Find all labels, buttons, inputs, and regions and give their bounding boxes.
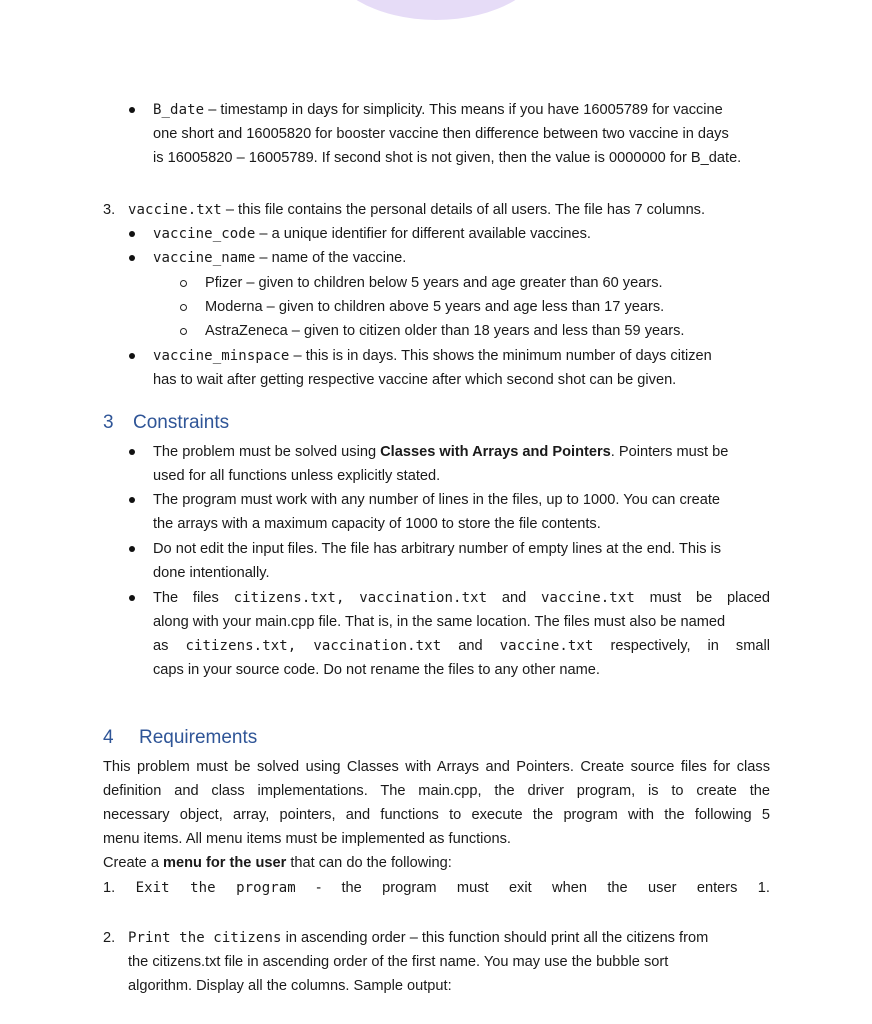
vaccine-code-term: vaccine_code xyxy=(153,226,256,242)
bullet-icon xyxy=(129,231,135,237)
decorative-shape xyxy=(326,0,546,20)
bullet-icon xyxy=(129,497,135,503)
vaccine-type-astrazeneca: AstraZeneca – given to citizen older than 18 years and less than 59 years. xyxy=(205,323,685,339)
requirements-para-line-2: definition and class implementations. The main.cpp, the driver program, is to create the xyxy=(103,783,770,799)
constraint-1-line-1: The problem must be solved using Classes with Arrays and Pointers. Pointers must be xyxy=(153,444,729,460)
bullet-icon xyxy=(129,449,135,455)
vaccine-code-item: vaccine_code – a unique identifier for different available vaccines. xyxy=(153,226,591,242)
menu-item-2-line-2: the citizens.txt file in ascending order of the first name. You may use the bubble sort xyxy=(128,954,669,970)
vaccine-name-item: vaccine_name – name of the vaccine. xyxy=(153,250,407,266)
circle-bullet-icon xyxy=(180,304,187,311)
constraint-3-line-2: done intentionally. xyxy=(153,565,270,581)
vaccine-file-item: 3. vaccine.txt – this file contains the personal details of all users. The file has 7 columns. xyxy=(103,198,705,222)
vaccine-minspace-line-2: has to wait after getting respective vaccine after which second shot can be given. xyxy=(153,372,677,388)
bullet-icon xyxy=(129,353,135,359)
bdate-line-2: one short and 16005820 for booster vaccine then difference between two vaccine in days xyxy=(153,126,729,142)
constraint-2-line-2: the arrays with a maximum capacity of 1000 to store the file contents. xyxy=(153,516,601,532)
vaccine-type-moderna: Moderna – given to children above 5 years and age less than 17 years. xyxy=(205,299,665,315)
bullet-icon xyxy=(129,107,135,113)
vaccine-name-term: vaccine_name xyxy=(153,250,256,266)
vaccine-minspace-line-1: vaccine_minspace – this is in days. This shows the minimum number of days citizen xyxy=(153,348,712,364)
constraint-4-line-1: The files citizens.txt, vaccination.txt and vaccine.txt must be placed xyxy=(153,590,770,606)
constraint-2-line-1: The program must work with any number of lines in the files, up to 1000. You can create xyxy=(153,492,721,508)
vaccine-minspace-term: vaccine_minspace xyxy=(153,348,290,364)
requirements-para-line-3: necessary object, array, pointers, and functions to execute the program with the following 5 xyxy=(103,807,770,823)
menu-intro: Create a menu for the user that can do the following: xyxy=(103,855,452,871)
bullet-icon xyxy=(129,255,135,261)
requirements-para-line-4: menu items. All menu items must be implemented as functions. xyxy=(103,831,511,847)
circle-bullet-icon xyxy=(180,280,187,287)
menu-item-2-line-3: algorithm. Display all the columns. Sample output: xyxy=(128,978,452,994)
circle-bullet-icon xyxy=(180,328,187,335)
constraint-1-line-2: used for all functions unless explicitly stated. xyxy=(153,468,441,484)
requirements-heading: 4 Requirements xyxy=(103,727,258,748)
constraint-4-line-2: along with your main.cpp file. That is, in the same location. The files must also be named xyxy=(153,614,726,630)
constraint-4-line-3: as citizens.txt, vaccination.txt and vaccine.txt respectively, in small xyxy=(153,638,770,654)
vaccine-filename: vaccine.txt xyxy=(128,202,222,218)
menu-item-2-line-1: 2. Print the citizens in ascending order – this function should print all the citizens from xyxy=(103,930,709,946)
requirements-para-line-1: This problem must be solved using Classes with Arrays and Pointers. Create source files for class xyxy=(103,759,770,775)
constraint-3-line-1: Do not edit the input files. The file has arbitrary number of empty lines at the end. This is xyxy=(153,541,722,557)
list-number: 3. xyxy=(103,202,116,218)
menu-item-1: 1. Exit the program - the program must exit when the user enters 1. xyxy=(103,880,770,896)
constraint-4-line-4: caps in your source code. Do not rename the files to any other name. xyxy=(153,662,600,678)
constraints-heading: 3 Constraints xyxy=(103,412,230,433)
bullet-icon xyxy=(129,546,135,552)
bdate-line-3: is 16005820 – 16005789. If second shot is not given, then the value is 0000000 for B_date. xyxy=(153,150,742,166)
vaccine-type-pfizer: Pfizer – given to children below 5 years and age greater than 60 years. xyxy=(205,275,663,291)
bdate-line-1: B_date – timestamp in days for simplicity. This means if you have 16005789 for vaccine xyxy=(153,102,723,118)
bullet-icon xyxy=(129,595,135,601)
bdate-term: B_date xyxy=(153,102,205,118)
